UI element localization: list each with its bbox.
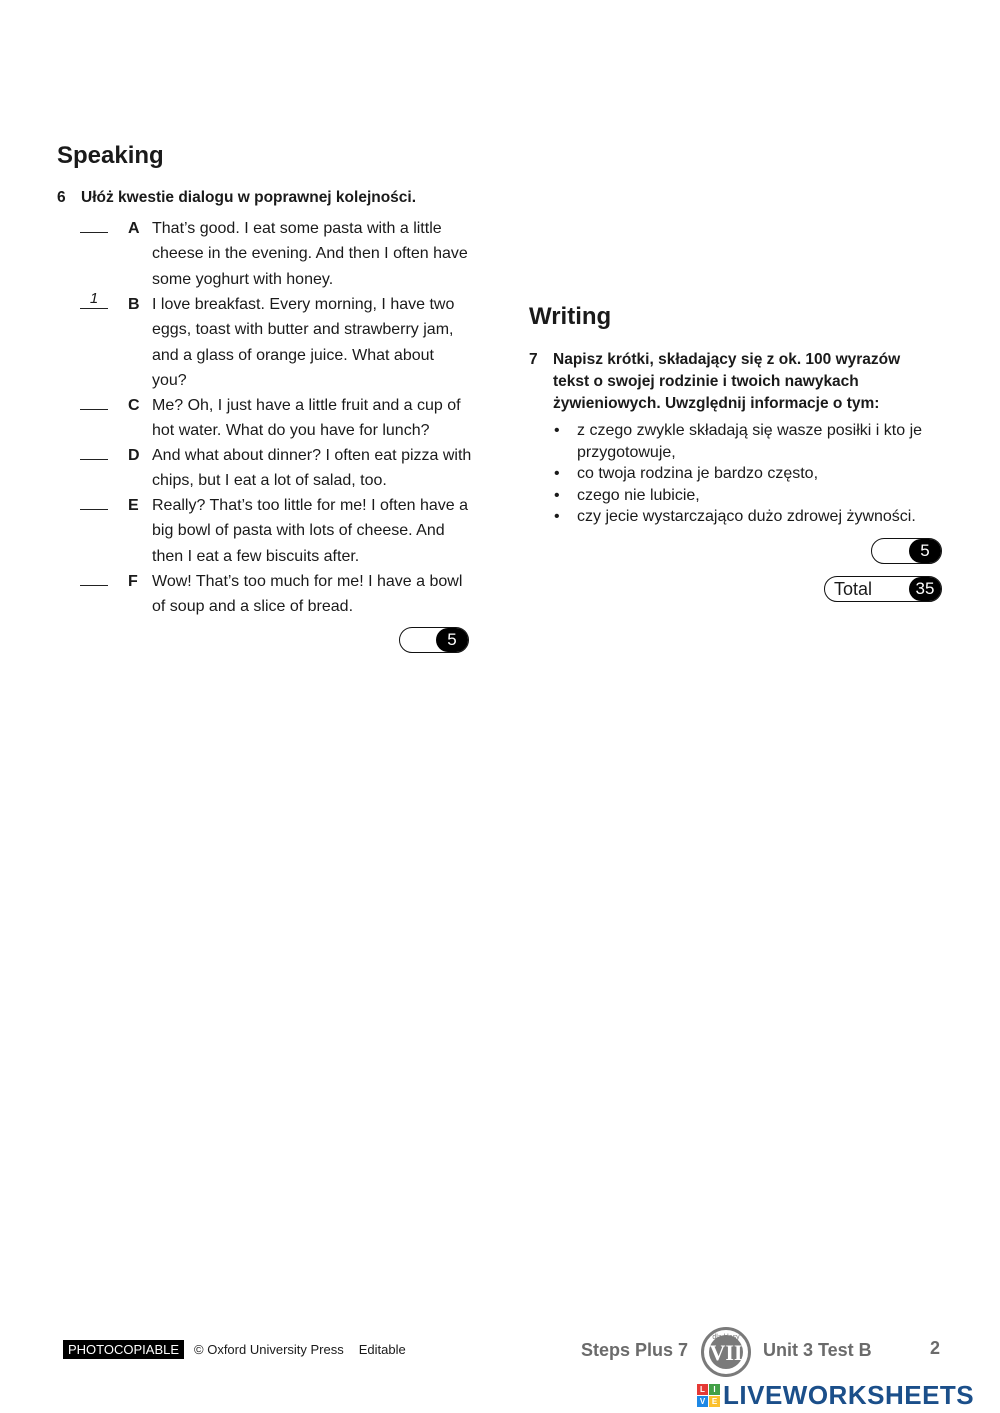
item-text: Really? That’s too little for me! I often have a big bowl of pasta with lots of cheese. And then I eat a few biscuits after.	[152, 497, 469, 565]
writing-bullet-list	[553, 420, 953, 528]
score-value: 5	[909, 539, 941, 563]
class-badge	[701, 1327, 751, 1377]
editable-label: Editable	[358, 1342, 406, 1357]
item-letter: B	[128, 296, 140, 313]
task-number: 6	[57, 189, 66, 206]
answer-blank[interactable]	[80, 493, 108, 510]
item-letter: F	[128, 573, 138, 590]
page-number: 2	[930, 1338, 941, 1358]
task-number: 7	[529, 351, 538, 368]
bullet-item: • co twoja rodzina je bardzo często,	[553, 463, 953, 485]
total-label: Total	[834, 579, 873, 599]
liveworksheets-logo[interactable]	[697, 1380, 974, 1411]
writing-heading: Writing	[529, 303, 612, 330]
logo-letter: V	[697, 1396, 708, 1407]
photocopiable-label: PHOTOCOPIABLE	[63, 1340, 184, 1359]
logo-letter: L	[697, 1384, 708, 1395]
answer-blank[interactable]: 1	[80, 292, 108, 309]
series-name: Steps Plus 7	[581, 1340, 689, 1360]
footer-left	[63, 1340, 406, 1359]
badge-small-text: dla klasy	[712, 1334, 740, 1341]
logo-letter: E	[709, 1396, 720, 1407]
total-score-box	[824, 576, 942, 602]
item-letter: C	[128, 397, 140, 414]
logo-letter: I	[709, 1384, 720, 1395]
unit-label: Unit 3 Test B	[763, 1340, 872, 1360]
bullet-item: • czego nie lubicie,	[553, 485, 953, 507]
item-text: And what about dinner? I often eat pizza with chips, but I eat a lot of salad, too.	[152, 447, 472, 490]
instruction-text: Ułóż kwestie dialogu w poprawnej kolejności.	[81, 189, 417, 206]
answer-blank[interactable]	[80, 393, 108, 410]
item-text: That’s good. I eat some pasta with a little cheese in the evening. And then I often have some yoghurt with honey.	[152, 220, 468, 288]
score-value: 5	[436, 628, 468, 652]
bullet-item: • z czego zwykle składają się wasze posiłki i kto je przygotowuje,	[553, 420, 953, 463]
item-text: Wow! That’s too much for me! I have a bowl of soup and a slice of bread.	[152, 573, 463, 616]
badge-roman: VII	[709, 1335, 743, 1369]
logo-word: LIVEWORKSHEETS	[723, 1380, 975, 1410]
bullet-item: • czy jecie wystarczająco dużo zdrowej żywności.	[553, 506, 953, 528]
speaking-heading: Speaking	[57, 142, 164, 169]
answer-blank[interactable]	[80, 569, 108, 586]
instruction-text: Napisz krótki, składający się z ok. 100 wyrazów tekst o swojej rodzinie i twoich nawykach żywieniowych. Uwzględnij informacje o tym:	[553, 351, 901, 412]
logo-grid-icon	[697, 1384, 720, 1407]
answer-blank[interactable]	[80, 443, 108, 460]
item-letter: E	[128, 497, 139, 514]
writing-instruction	[529, 349, 949, 415]
total-value: 35	[909, 577, 941, 601]
item-letter: D	[128, 447, 140, 464]
speaking-score-box	[399, 627, 469, 653]
answer-blank[interactable]	[80, 216, 108, 233]
copyright: © Oxford University Press	[194, 1342, 344, 1357]
item-letter: A	[128, 220, 140, 237]
item-text: I love breakfast. Every morning, I have two eggs, toast with butter and strawberry jam, and a glass of orange juice. What about you?	[152, 296, 455, 389]
item-text: Me? Oh, I just have a little fruit and a cup of hot water. What do you have for lunch?	[152, 397, 461, 440]
writing-score-box	[871, 538, 942, 564]
